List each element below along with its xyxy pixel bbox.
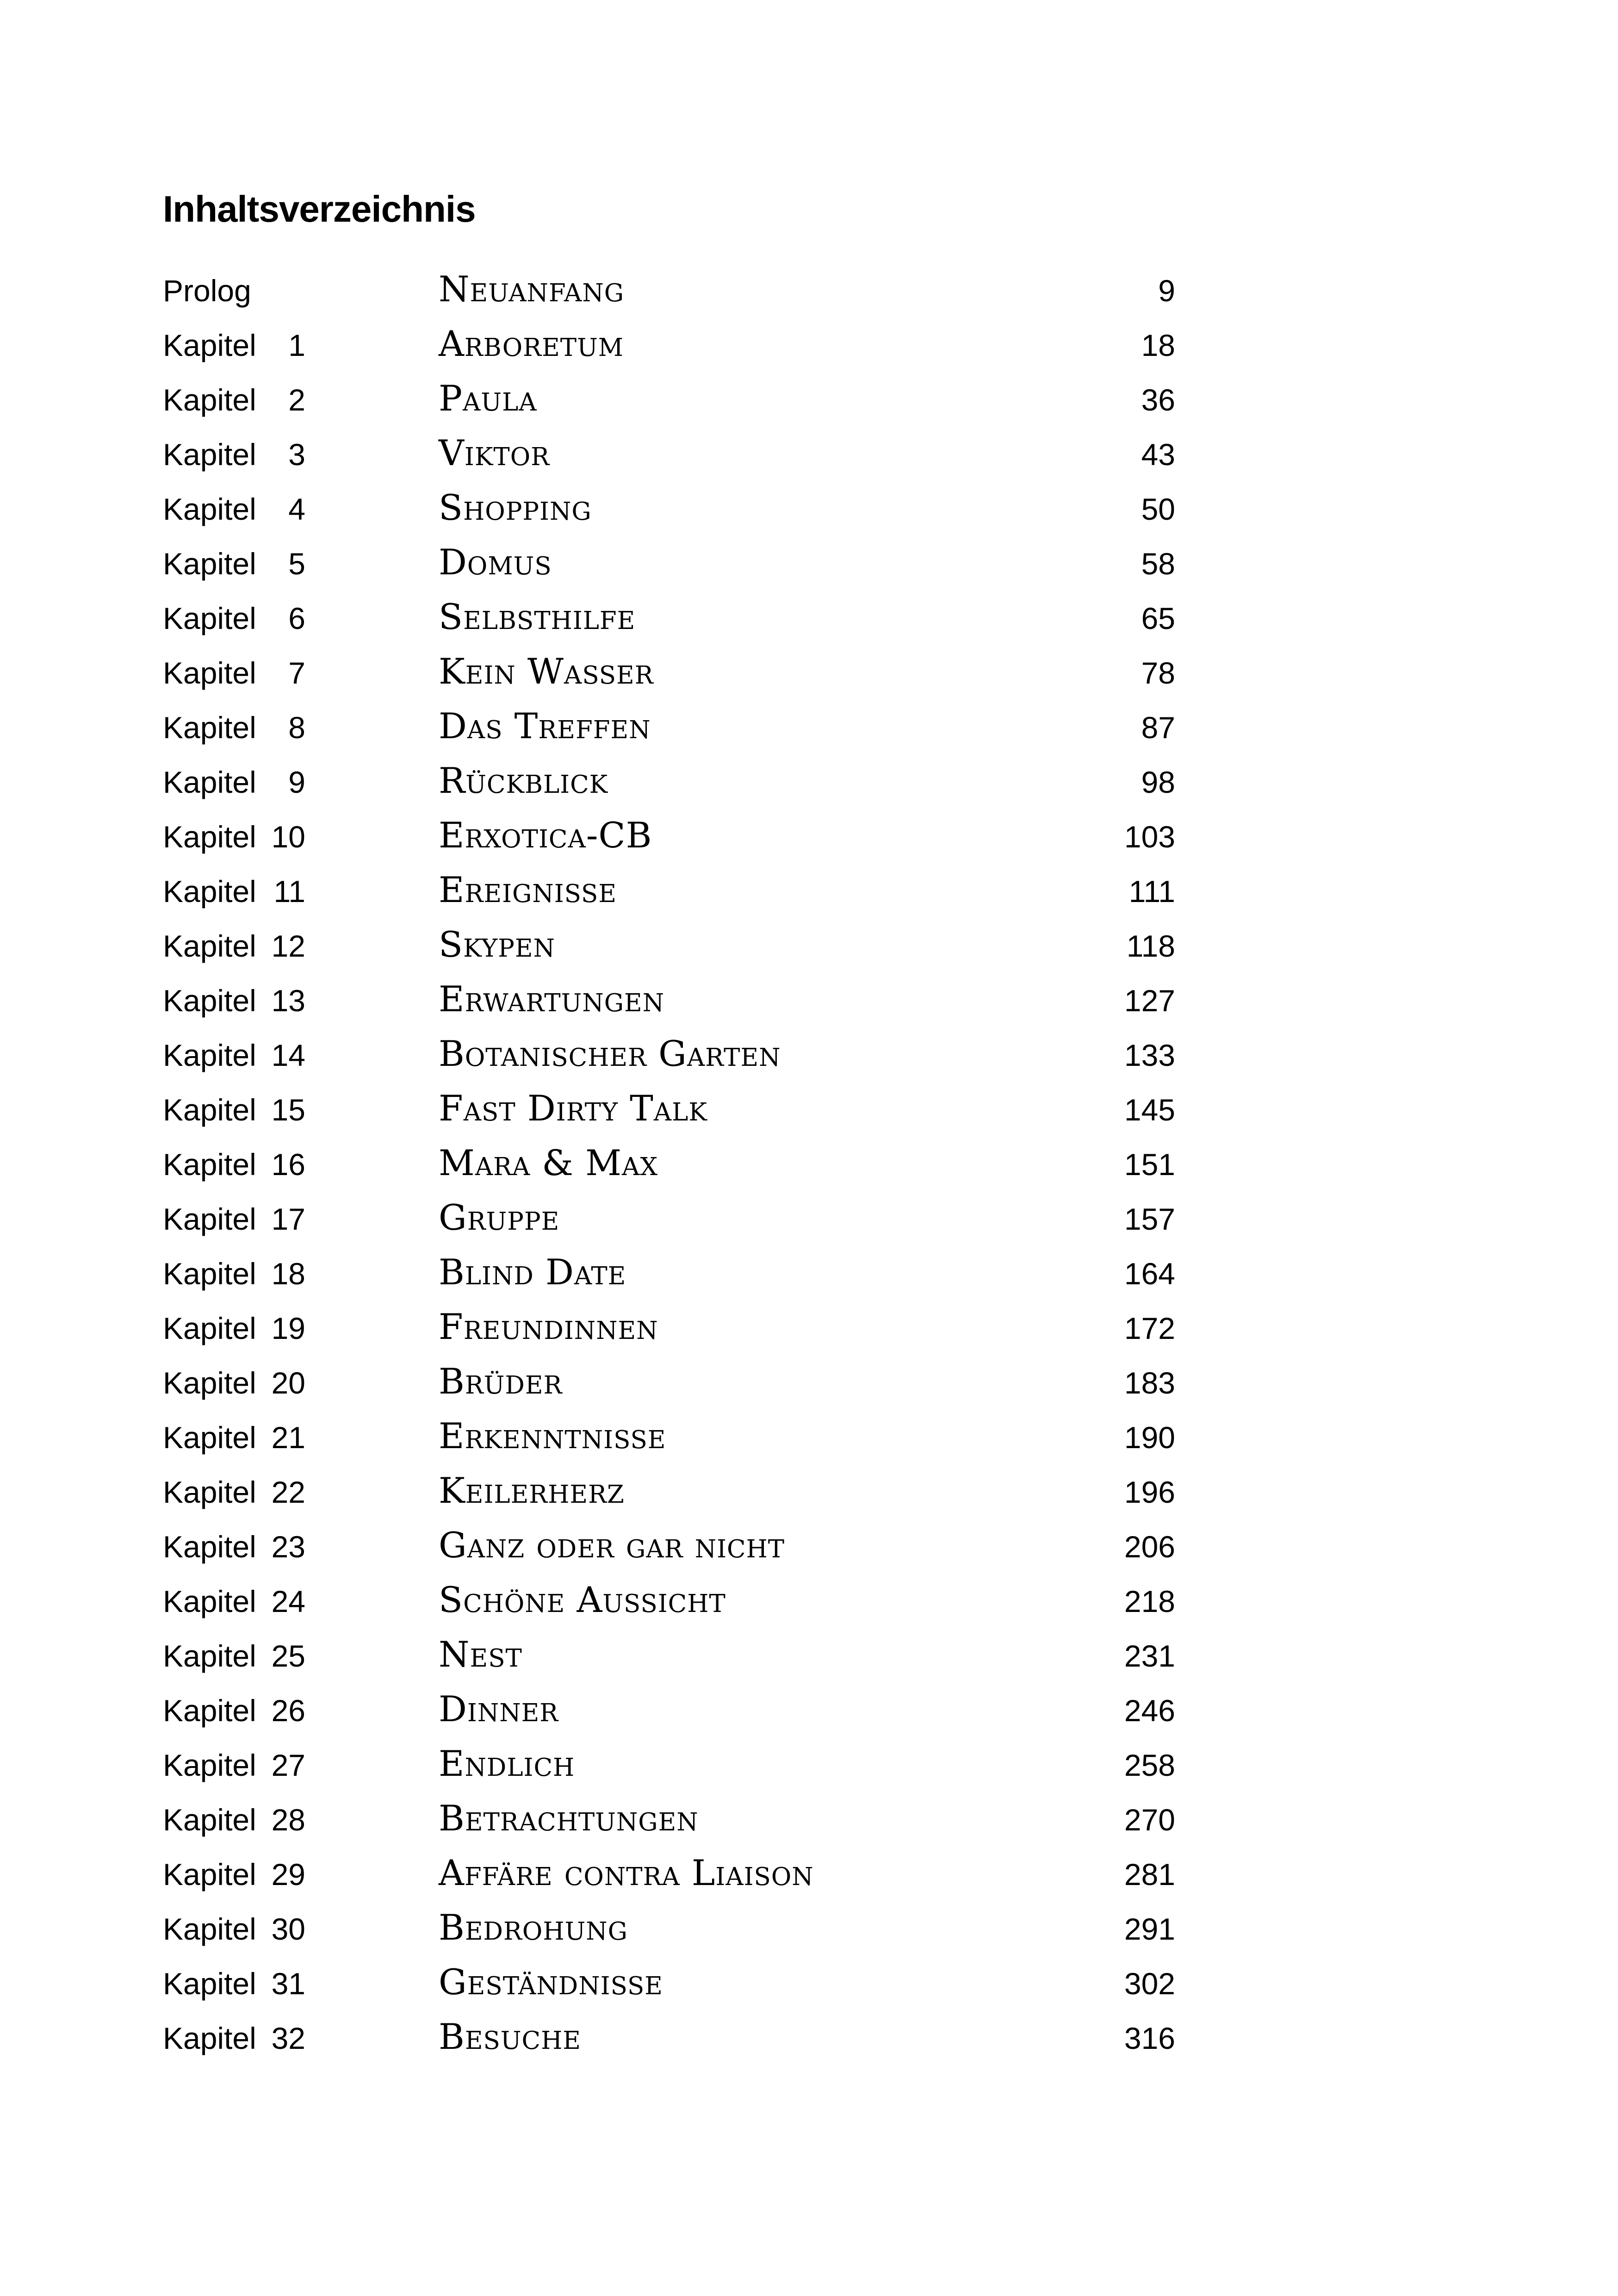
- toc-entry-title: Shopping: [439, 487, 592, 528]
- toc-entry: [0, 589, 1618, 644]
- toc-entry: [0, 698, 1618, 753]
- toc-entry-title: Blind Date: [439, 1251, 626, 1293]
- toc-entry-label-word: Kapitel: [163, 1202, 256, 1236]
- toc-entry-page-number: 246: [1124, 1693, 1175, 1728]
- toc-entry-title: Domus: [439, 541, 552, 583]
- toc-entry-label: [163, 1034, 357, 1076]
- toc-entry-label: [163, 1307, 357, 1349]
- toc-entry: [0, 1572, 1618, 1627]
- toc-entry-label: [163, 270, 357, 311]
- toc-entry-title: Geständnisse: [439, 1961, 663, 2003]
- toc-entry-page-number: 206: [1124, 1530, 1175, 1564]
- toc-entry-title: Freundinnen: [439, 1306, 658, 1347]
- toc-entry-label: [163, 324, 357, 366]
- toc-entry-label-word: Kapitel: [163, 1639, 256, 1673]
- toc-entry-label-word: Kapitel: [163, 437, 256, 472]
- toc-entry-chapter-number: 17: [271, 1202, 305, 1236]
- toc-entry-label: [163, 1144, 357, 1185]
- toc-entry-label: [163, 1471, 357, 1513]
- toc-entry-title: Keilerherz: [439, 1470, 625, 1511]
- toc-entry-label: [163, 707, 357, 748]
- toc-entry-label: [163, 652, 357, 694]
- toc-entry: [0, 1627, 1618, 1681]
- toc-entry-label-word: Kapitel: [163, 874, 256, 908]
- toc-entry-label: [163, 1253, 357, 1294]
- toc-entry-label: [163, 1854, 357, 1895]
- toc-entry: [0, 1081, 1618, 1135]
- toc-entry-page-number: 78: [1141, 656, 1175, 690]
- toc-entry-chapter-number: 7: [288, 656, 305, 690]
- toc-entry-title: Nest: [439, 1634, 522, 1675]
- toc-entry-page-number: 316: [1124, 2021, 1175, 2055]
- toc-entry-page-number: 87: [1141, 710, 1175, 745]
- toc-entry-chapter-number: 30: [271, 1912, 305, 1946]
- toc-entry-label-word: Kapitel: [163, 2021, 256, 2055]
- toc-entry-label: [163, 925, 357, 967]
- toc-entry-label: [163, 1690, 357, 1731]
- toc-entry-chapter-number: 19: [271, 1311, 305, 1345]
- toc-entry-page-number: 196: [1124, 1475, 1175, 1509]
- toc-entry-chapter-number: 25: [271, 1639, 305, 1673]
- toc-entry-label-word: Kapitel: [163, 1420, 256, 1455]
- toc-entry-label-word: Kapitel: [163, 1584, 256, 1618]
- toc-entry-chapter-number: 4: [288, 492, 305, 526]
- toc-entry-chapter-number: 23: [271, 1530, 305, 1564]
- toc-entry-title: Brüder: [439, 1361, 563, 1402]
- toc-entry-label-word: Kapitel: [163, 492, 256, 526]
- toc-entry-page-number: 302: [1124, 1966, 1175, 2001]
- toc-entry-title: Viktor: [439, 432, 550, 473]
- toc-entry-label-word: Kapitel: [163, 1257, 256, 1291]
- toc-entry-page-number: 118: [1126, 929, 1175, 963]
- toc-entry-label-word: Kapitel: [163, 1311, 256, 1345]
- toc-heading: Inhaltsverzeichnis: [163, 188, 476, 230]
- toc-entry-title: Paula: [439, 378, 537, 419]
- toc-entry-label-word: Kapitel: [163, 710, 256, 745]
- toc-entry-chapter-number: 24: [271, 1584, 305, 1618]
- toc-entry-label-word: Kapitel: [163, 820, 256, 854]
- toc-entry-label: [163, 434, 357, 475]
- toc-entry-label: [163, 871, 357, 912]
- toc-entry-page-number: 281: [1124, 1857, 1175, 1892]
- toc-entry-title: Endlich: [439, 1743, 575, 1784]
- toc-entry-label: [163, 1580, 357, 1622]
- toc-entry-title: Rückblick: [439, 760, 608, 801]
- toc-entry: [0, 1736, 1618, 1791]
- toc-entry-label-word: Kapitel: [163, 1857, 256, 1892]
- toc-entry-chapter-number: 16: [271, 1147, 305, 1182]
- toc-entry: [0, 1190, 1618, 1244]
- toc-entry: [0, 2009, 1618, 2064]
- toc-entry-page-number: 65: [1141, 601, 1175, 635]
- toc-entry-label: [163, 1908, 357, 1950]
- toc-entry-title: Schöne Aussicht: [439, 1579, 726, 1620]
- toc-entry-page-number: 172: [1124, 1311, 1175, 1345]
- toc-entry: [0, 316, 1618, 371]
- toc-entry-chapter-number: 18: [271, 1257, 305, 1291]
- toc-entry-chapter-number: 20: [271, 1366, 305, 1400]
- toc-entry-label-word: Kapitel: [163, 1147, 256, 1182]
- toc-entry-label-word: Kapitel: [163, 1966, 256, 2001]
- toc-entry-page-number: 145: [1124, 1093, 1175, 1127]
- toc-entry-chapter-number: 31: [271, 1966, 305, 2001]
- toc-entry-label: [163, 761, 357, 803]
- toc-entry-page-number: 218: [1124, 1584, 1175, 1618]
- toc-entry-label-word: Kapitel: [163, 1912, 256, 1946]
- toc-entry-title: Gruppe: [439, 1197, 560, 1238]
- toc-entry-label: [163, 2017, 357, 2059]
- toc-entry-chapter-number: 10: [271, 820, 305, 854]
- toc-entry-chapter-number: 26: [271, 1693, 305, 1728]
- toc-entry-chapter-number: 29: [271, 1857, 305, 1892]
- toc-entry-page-number: 36: [1141, 383, 1175, 417]
- toc-entry-page-number: 50: [1141, 492, 1175, 526]
- toc-entry-label: [163, 816, 357, 858]
- toc-entry-chapter-number: 28: [271, 1803, 305, 1837]
- toc-entry-chapter-number: 6: [288, 601, 305, 635]
- toc-entry-page-number: 18: [1141, 328, 1175, 362]
- toc-entry-label: [163, 1362, 357, 1404]
- toc-entry-label: [163, 1744, 357, 1786]
- toc-entry-label-word: Kapitel: [163, 983, 256, 1018]
- toc-entry-label: [163, 1963, 357, 2004]
- toc-entry-label-word: Kapitel: [163, 383, 256, 417]
- toc-entry-label-word: Kapitel: [163, 1475, 256, 1509]
- toc-entry: [0, 1681, 1618, 1736]
- toc-entry: [0, 1791, 1618, 1845]
- toc-entry-title: Arboretum: [439, 323, 624, 364]
- toc-entry-label-word: Kapitel: [163, 1093, 256, 1127]
- toc-entry-title: Erxotica-CB: [439, 815, 652, 856]
- toc-entry-chapter-number: 12: [271, 929, 305, 963]
- toc-entry-title: Besuche: [439, 2016, 581, 2057]
- toc-entry: [0, 1954, 1618, 2009]
- toc-entry: [0, 261, 1618, 316]
- toc-entry: [0, 808, 1618, 862]
- toc-entry: [0, 971, 1618, 1026]
- toc-entry-chapter-number: 2: [288, 383, 305, 417]
- toc-entry-label-word: Kapitel: [163, 1748, 256, 1782]
- toc-entry: [0, 1244, 1618, 1299]
- toc-entry-title: Selbsthilfe: [439, 596, 636, 637]
- toc-entry-page-number: 43: [1141, 437, 1175, 472]
- toc-entry-title: Ereignisse: [439, 869, 617, 910]
- toc-entry-page-number: 151: [1124, 1147, 1175, 1182]
- toc-entry-chapter-number: 1: [288, 328, 305, 362]
- toc-entry-label: [163, 1526, 357, 1568]
- toc-entry: [0, 371, 1618, 425]
- toc-entry-label: [163, 597, 357, 639]
- toc-entry-page-number: 190: [1124, 1420, 1175, 1455]
- toc-entry-title: Ganz oder gar nicht: [439, 1524, 785, 1566]
- toc-entry: [0, 1845, 1618, 1900]
- toc-entry-label: [163, 543, 357, 585]
- toc-entry-page-number: 231: [1124, 1639, 1175, 1673]
- toc-entry-title: Kein Wasser: [439, 651, 654, 692]
- toc-entry-page-number: 183: [1124, 1366, 1175, 1400]
- toc-list: [0, 261, 1618, 2064]
- toc-entry-title: Das Treffen: [439, 705, 651, 747]
- toc-entry: [0, 425, 1618, 480]
- toc-entry-label-word: Kapitel: [163, 1530, 256, 1564]
- toc-entry-chapter-number: 21: [271, 1420, 305, 1455]
- toc-entry-page-number: 9: [1158, 274, 1175, 308]
- toc-entry-chapter-number: 22: [271, 1475, 305, 1509]
- toc-entry-label-word: Kapitel: [163, 547, 256, 581]
- toc-entry: [0, 535, 1618, 589]
- toc-entry-chapter-number: 14: [271, 1038, 305, 1072]
- toc-entry-title: Erwartungen: [439, 978, 665, 1020]
- toc-entry-label: [163, 1799, 357, 1841]
- toc-entry: [0, 1299, 1618, 1354]
- toc-entry-chapter-number: 9: [288, 765, 305, 799]
- toc-entry: [0, 862, 1618, 917]
- toc-entry: [0, 644, 1618, 698]
- toc-entry-label: [163, 1089, 357, 1131]
- toc-entry-page-number: 157: [1124, 1202, 1175, 1236]
- toc-entry-title: Dinner: [439, 1688, 559, 1730]
- toc-entry-label-word: Kapitel: [163, 601, 256, 635]
- toc-entry-page-number: 291: [1124, 1912, 1175, 1946]
- toc-entry-label: [163, 980, 357, 1021]
- toc-entry-chapter-number: 3: [288, 437, 305, 472]
- toc-entry-label-word: Kapitel: [163, 765, 256, 799]
- toc-entry-page-number: 258: [1124, 1748, 1175, 1782]
- toc-entry-chapter-number: 8: [288, 710, 305, 745]
- toc-entry-title: Neuanfang: [439, 268, 625, 310]
- toc-entry-chapter-number: 15: [271, 1093, 305, 1127]
- toc-entry-title: Bedrohung: [439, 1907, 628, 1948]
- toc-entry: [0, 1900, 1618, 1954]
- toc-entry-page-number: 127: [1124, 983, 1175, 1018]
- toc-entry-chapter-number: 11: [273, 874, 305, 908]
- toc-entry-title: Skypen: [439, 924, 555, 965]
- toc-entry: [0, 1463, 1618, 1518]
- toc-entry-title: Betrachtungen: [439, 1798, 699, 1839]
- toc-entry: [0, 917, 1618, 971]
- toc-entry-title: Botanischer Garten: [439, 1033, 781, 1074]
- toc-entry-label-word: Kapitel: [163, 929, 256, 963]
- toc-entry-page-number: 164: [1124, 1257, 1175, 1291]
- toc-entry-label: [163, 379, 357, 421]
- toc-entry-chapter-number: 27: [271, 1748, 305, 1782]
- toc-entry-title: Affäre contra Liaison: [439, 1852, 814, 1893]
- toc-entry-title: Erkenntnisse: [439, 1415, 666, 1456]
- toc-entry-page-number: 103: [1124, 820, 1175, 854]
- toc-entry: [0, 1408, 1618, 1463]
- toc-entry: [0, 480, 1618, 535]
- toc-entry-label-word: Kapitel: [163, 1693, 256, 1728]
- toc-entry-title: Fast Dirty Talk: [439, 1088, 707, 1129]
- toc-entry-page-number: 270: [1124, 1803, 1175, 1837]
- toc-entry: [0, 1135, 1618, 1190]
- toc-entry-page-number: 58: [1141, 547, 1175, 581]
- toc-entry-chapter-number: 13: [271, 983, 305, 1018]
- toc-entry-page-number: 111: [1128, 874, 1175, 908]
- toc-entry-label: [163, 1198, 357, 1240]
- toc-entry-label: [163, 1417, 357, 1458]
- toc-entry-label-word: Kapitel: [163, 1803, 256, 1837]
- toc-entry-label-word: Kapitel: [163, 656, 256, 690]
- toc-entry-chapter-number: 5: [288, 547, 305, 581]
- toc-entry-label: [163, 1635, 357, 1677]
- toc-entry-label: [163, 488, 357, 530]
- toc-entry-label-word: Kapitel: [163, 328, 256, 362]
- toc-entry-title: Mara & Max: [439, 1142, 658, 1183]
- toc-entry-label-word: Kapitel: [163, 1366, 256, 1400]
- toc-entry: [0, 1518, 1618, 1572]
- toc-entry: [0, 1354, 1618, 1408]
- toc-entry-page-number: 98: [1141, 765, 1175, 799]
- toc-entry-chapter-number: 32: [271, 2021, 305, 2055]
- toc-entry-label-word: Kapitel: [163, 1038, 256, 1072]
- toc-entry-page-number: 133: [1124, 1038, 1175, 1072]
- toc-entry: [0, 753, 1618, 808]
- toc-entry-label-word: Prolog: [163, 274, 251, 308]
- toc-entry: [0, 1026, 1618, 1081]
